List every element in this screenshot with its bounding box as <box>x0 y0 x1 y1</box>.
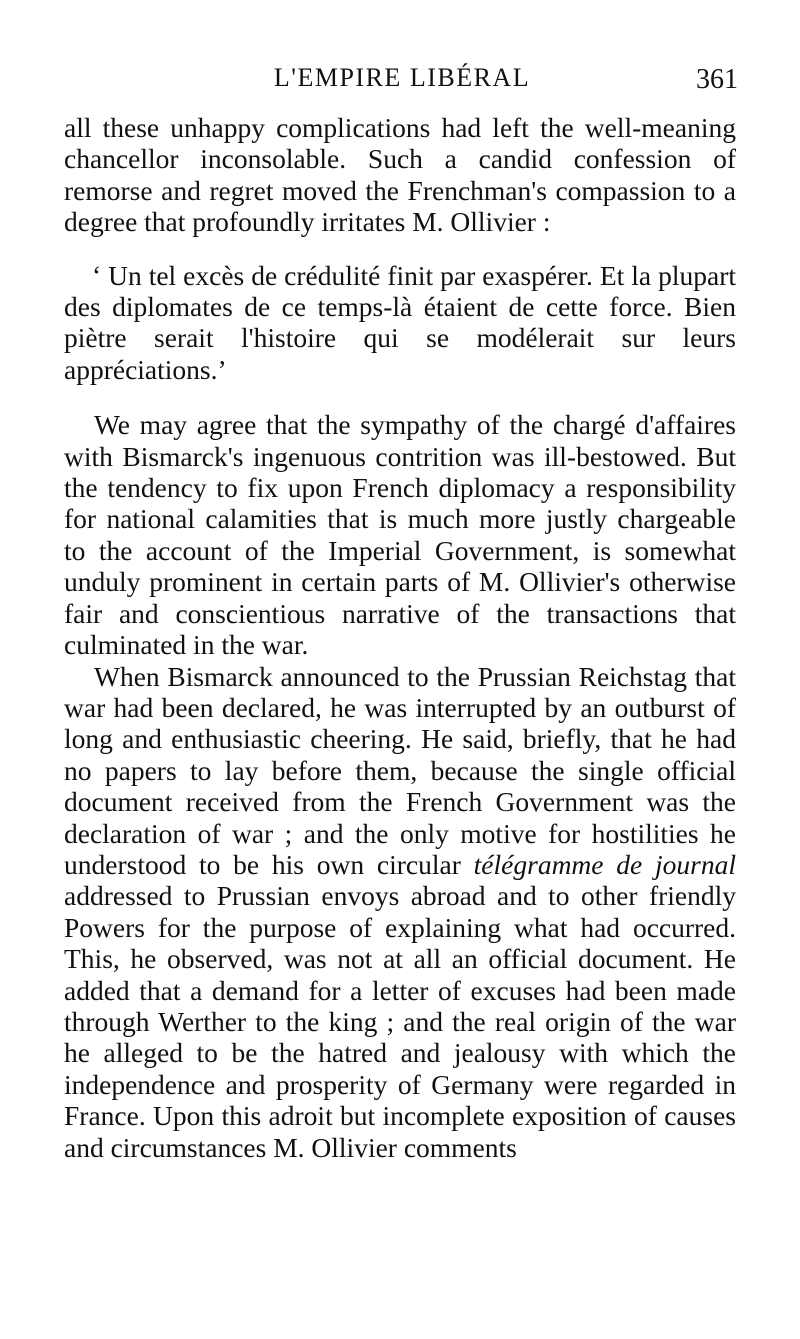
running-head <box>64 60 740 96</box>
running-title: L'EMPIRE LIBÉRAL <box>273 63 531 92</box>
paragraph-reichstag-end: addressed to Prussian envoys abroad and to other friendly Powers for the purpose of explaining what had occurred. This, he observed, was not at all an official document. He added that a demand for a letter of excuses had been made through Werther to the king ; and the real origin of the war he alleged to be the hatred and jealousy with which the independence and prosperity of Germany were regarded in France. Upon this adroit but incomplete exposition of causes and circumstances M. Ollivier comments <box>64 880 736 1163</box>
body-text <box>64 112 736 1163</box>
block-quote: ‘ Un tel excès de crédulité finit par exaspérer. Et la plupart des diplomates de ce temps-là étaient de cette force. Bien piètre serait l'histoire qui se modélerait sur leurs appréciations.’ <box>64 259 736 385</box>
paragraph-reichstag-start: When Bismarck announced to the Prussian Reichstag that war had been declared, he was interrupted by an outburst of long and enthusiastic cheering. He said, briefly, that he had no papers to lay before them, because the single official document received from the French Government was the declaration of war ; and the only motive for hostilities he understood to be his own circular <box>64 660 736 880</box>
paragraph-sympathy: We may agree that the sympathy of the chargé d'affaires with Bismarck's ingenuous contrition was ill-bestowed. But the tendency to fix upon French diplomacy a responsibility for national calamities that is much more justly chargeable to the account of the Imperial Government, is somewhat unduly prominent in certain parts of M. Ollivier's otherwise fair and conscientious narrative of the transactions that culminated in the war. <box>64 409 736 661</box>
italic-phrase: télégramme de journal <box>473 848 736 880</box>
paragraph-continuation: all these unhappy complications had left the well-meaning chancellor inconsolable. Such a candid confession of remorse and regret moved the Frenchman's compassion to a degree that profoundly irritates M. Ollivier : <box>64 112 736 238</box>
page-number: 361 <box>696 64 738 95</box>
paragraph-reichstag <box>64 661 736 1164</box>
